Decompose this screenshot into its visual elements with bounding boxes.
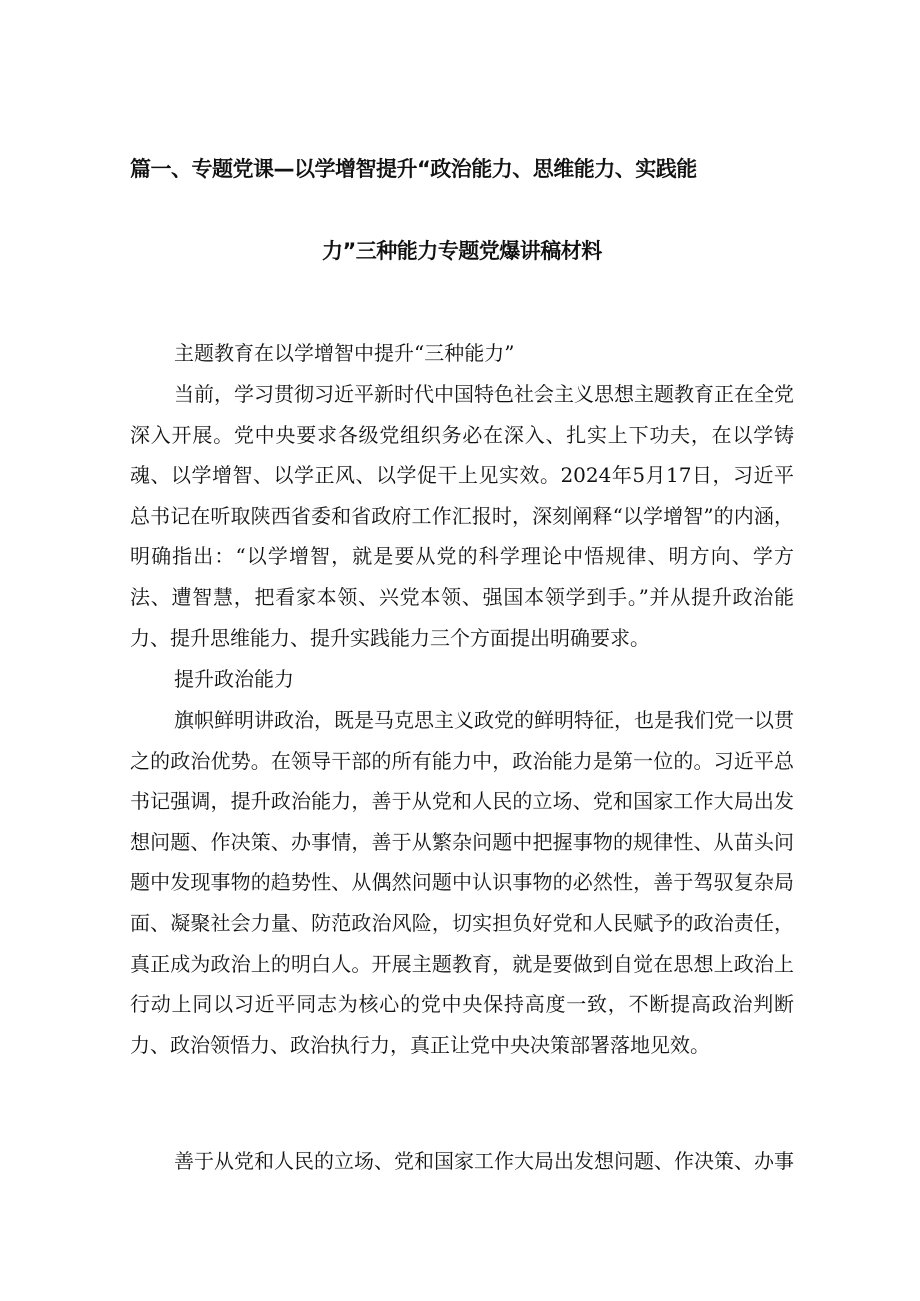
body-paragraph-3: 善于从党和人民的立场、党和国家工作大局出发想问题、作决策、办事 [174, 1149, 794, 1173]
body-paragraph-2: 旗帜鲜明讲政治，既是马克思主义政党的鲜明特征，也是我们党一以贯之的政治优势。在领导干部的所有能力中，政治能力是第一位的。习近平总书记强调，提升政治能力，善于从党和人民的立场、党和国家工作大局出发想问题、作决策、办事情，善于从繁杂问题中把握事物的规律性、从苗头问题中发现事物的趋势性、从偶然问题中认识事物的必然性，善于驾驭复杂局面、凝聚社会力量、防范政治风险，切实担负好党和人民赋予的政治责任，真正成为政治上的明白人。开展主题教育，就是要做到自觉在思想上政治上行动上同以习近平同志为核心的党中央保持高度一致，不断提高政治判断力、政治领悟力、政治执行力，真正让党中央决策部署落地见效。 [130, 708, 794, 1057]
section-heading: 主题教育在以学增智中提升“三种能力” [174, 341, 515, 365]
body-paragraph-1: 当前，学习贯彻习近平新时代中国特色社会主义思想主题教育正在全党深入开展。党中央要求各级党组织务必在深入、扎实上下功夫，在以学铸魂、以学增智、以学正风、以学促干上见实效。2024年5月17日，习近平总书记在听取陕西省委和省政府工作汇报时，深刻阐释“以学增智”的内涵，明确指出：“以学增智，就是要从党的科学理论中悟规律、明方向、学方法、遭智慧，把看家本领、兴党本领、强国本领学到手。”并从提升政治能力、提升思维能力、提升实践能力三个方面提出明确要求。 [130, 382, 794, 650]
subheading-political-ability: 提升政治能力 [174, 667, 294, 691]
document-title-line-2: 力”三种能力专题党爆讲稿材料 [322, 239, 602, 263]
document-title-line-1: 篇一、专题党课—以学增智提升“政治能力、思维能力、实践能 [130, 157, 697, 181]
